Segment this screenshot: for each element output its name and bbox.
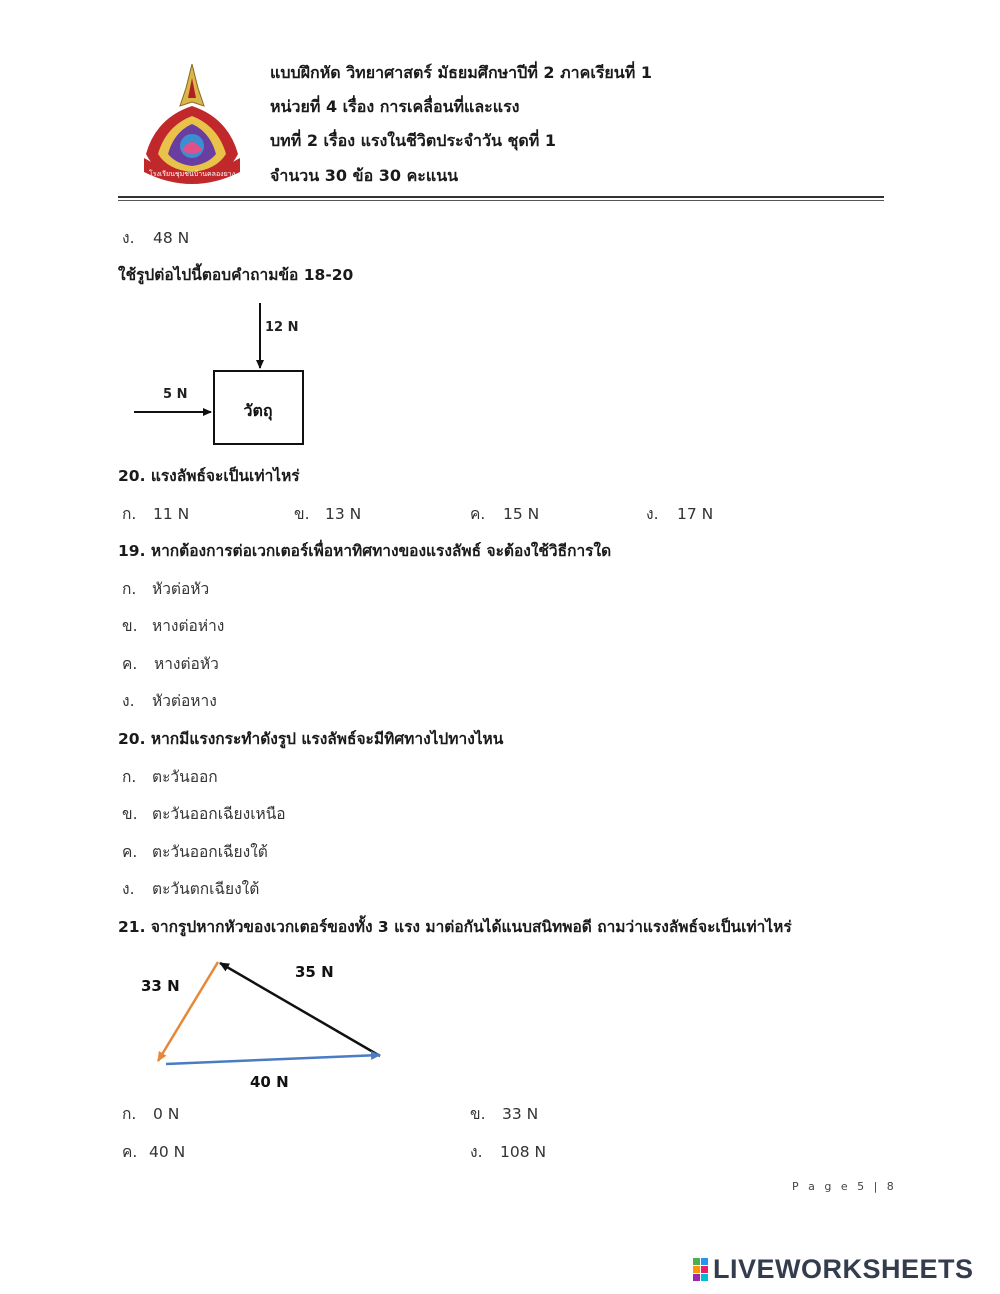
option-value: ตะวันออกเฉียงเหนือ: [152, 805, 286, 823]
page-number: P a g e 5 | 8: [792, 1180, 897, 1193]
option-label: ค.: [122, 843, 138, 861]
q21-option-c[interactable]: [122, 1142, 185, 1162]
option-label: ค.: [470, 505, 486, 523]
q21-option-a[interactable]: [122, 1104, 179, 1124]
q19-option-a[interactable]: [122, 579, 209, 599]
option-label: ก.: [122, 768, 137, 786]
header-rule: [118, 196, 884, 198]
q19-option-d[interactable]: [122, 691, 217, 711]
question-20a: 20. แรงลัพธ์จะเป็นเท่าไหร่: [118, 467, 300, 485]
question-20b: 20. หากมีแรงกระทำดังรูป แรงลัพธ์จะมีทิศทางไปทางไหน: [118, 730, 504, 748]
q20b-option-a[interactable]: [122, 767, 218, 787]
option-value: ตะวันออก: [152, 768, 218, 786]
option-value: 33 N: [502, 1105, 539, 1123]
option-label: ก.: [122, 505, 137, 523]
vector-label-35n: 35 N: [295, 963, 334, 981]
option-value: ตะวันตกเฉียงใต้: [152, 880, 260, 898]
vector-label-40n: 40 N: [250, 1073, 289, 1091]
header-unit: หน่วยที่ 4 เรื่อง การเคลื่อนที่และแรง: [270, 97, 520, 116]
option-value: 11 N: [153, 505, 190, 523]
option-value: 15 N: [503, 505, 540, 523]
header-chapter: บทที่ 2 เรื่อง แรงในชีวิตประจำวัน ชุดที่ 1: [270, 131, 556, 150]
logo-text: โรงเรียนชุมชนบ้านคลองยาง: [148, 170, 236, 178]
prev-option[interactable]: [122, 228, 189, 248]
option-label: ข.: [122, 805, 138, 823]
option-label: ง.: [122, 229, 135, 247]
school-logo: [136, 58, 248, 193]
force-diagram: [120, 300, 340, 455]
object-label: วัตถุ: [243, 401, 273, 420]
q21-option-d[interactable]: [470, 1142, 546, 1162]
option-value: 108 N: [500, 1143, 547, 1161]
option-value: หัวต่อหัว: [152, 580, 210, 598]
option-value: 13 N: [325, 505, 362, 523]
q20b-option-d[interactable]: [122, 879, 259, 899]
option-label: ก.: [122, 580, 137, 598]
header-score: จำนวน 30 ข้อ 30 คะแนน: [270, 166, 459, 185]
header-title: แบบฝึกหัด วิทยาศาสตร์ มัธยมศึกษาปีที่ 2 ภาคเรียนที่ 1: [270, 63, 652, 82]
q20a-option-a[interactable]: [122, 504, 189, 524]
vector-40n: [166, 1055, 380, 1064]
brand-text: LIVEWORKSHEETS: [713, 1254, 974, 1284]
option-label: ข.: [294, 505, 310, 523]
liveworksheets-brand[interactable]: [693, 1254, 993, 1288]
q20a-option-b[interactable]: [294, 504, 361, 524]
option-label: ค.: [122, 655, 138, 673]
option-label: ก.: [122, 1105, 137, 1123]
question-19: 19. หากต้องการต่อเวกเตอร์เพื่อหาทิศทางของแรงลัพธ์ จะต้องใช้วิธีการใด: [118, 542, 612, 560]
option-value: หางต่อหัว: [154, 655, 219, 673]
vector-triangle: [130, 950, 400, 1095]
option-value: ตะวันออกเฉียงใต้: [152, 843, 268, 861]
option-label: ง.: [646, 505, 659, 523]
q19-option-b[interactable]: [122, 616, 224, 636]
option-label: ข.: [470, 1105, 486, 1123]
option-label: ค.: [122, 1143, 138, 1161]
option-label: ง.: [122, 692, 135, 710]
q20b-option-b[interactable]: [122, 804, 286, 824]
force-label-left: 5 N: [163, 387, 188, 402]
force-label-top: 12 N: [265, 320, 299, 335]
instruction: ใช้รูปต่อไปนี้ตอบคำถามข้อ 18-20: [118, 266, 354, 284]
vector-label-33n: 33 N: [141, 977, 180, 995]
q20a-option-d[interactable]: [646, 504, 713, 524]
question-21: 21. จากรูปหากหัวของเวกเตอร์ของทั้ง 3 แรง มาต่อกันได้แนบสนิทพอดี ถามว่าแรงลัพธ์จะเป็นเท่าไหร่: [118, 918, 792, 936]
option-value: 48 N: [153, 229, 190, 247]
option-value: 40 N: [149, 1143, 186, 1161]
option-label: ง.: [122, 880, 135, 898]
option-label: ข.: [122, 617, 138, 635]
q20b-option-c[interactable]: [122, 842, 268, 862]
option-value: หางต่อห่าง: [152, 617, 225, 635]
option-value: 17 N: [677, 505, 714, 523]
header-rule-thin: [118, 200, 884, 201]
q19-option-c[interactable]: [122, 654, 219, 674]
option-value: หัวต่อหาง: [152, 692, 217, 710]
q21-option-b[interactable]: [470, 1104, 538, 1124]
option-label: ง.: [470, 1143, 483, 1161]
option-value: 0 N: [153, 1105, 180, 1123]
q20a-option-c[interactable]: [470, 504, 539, 524]
